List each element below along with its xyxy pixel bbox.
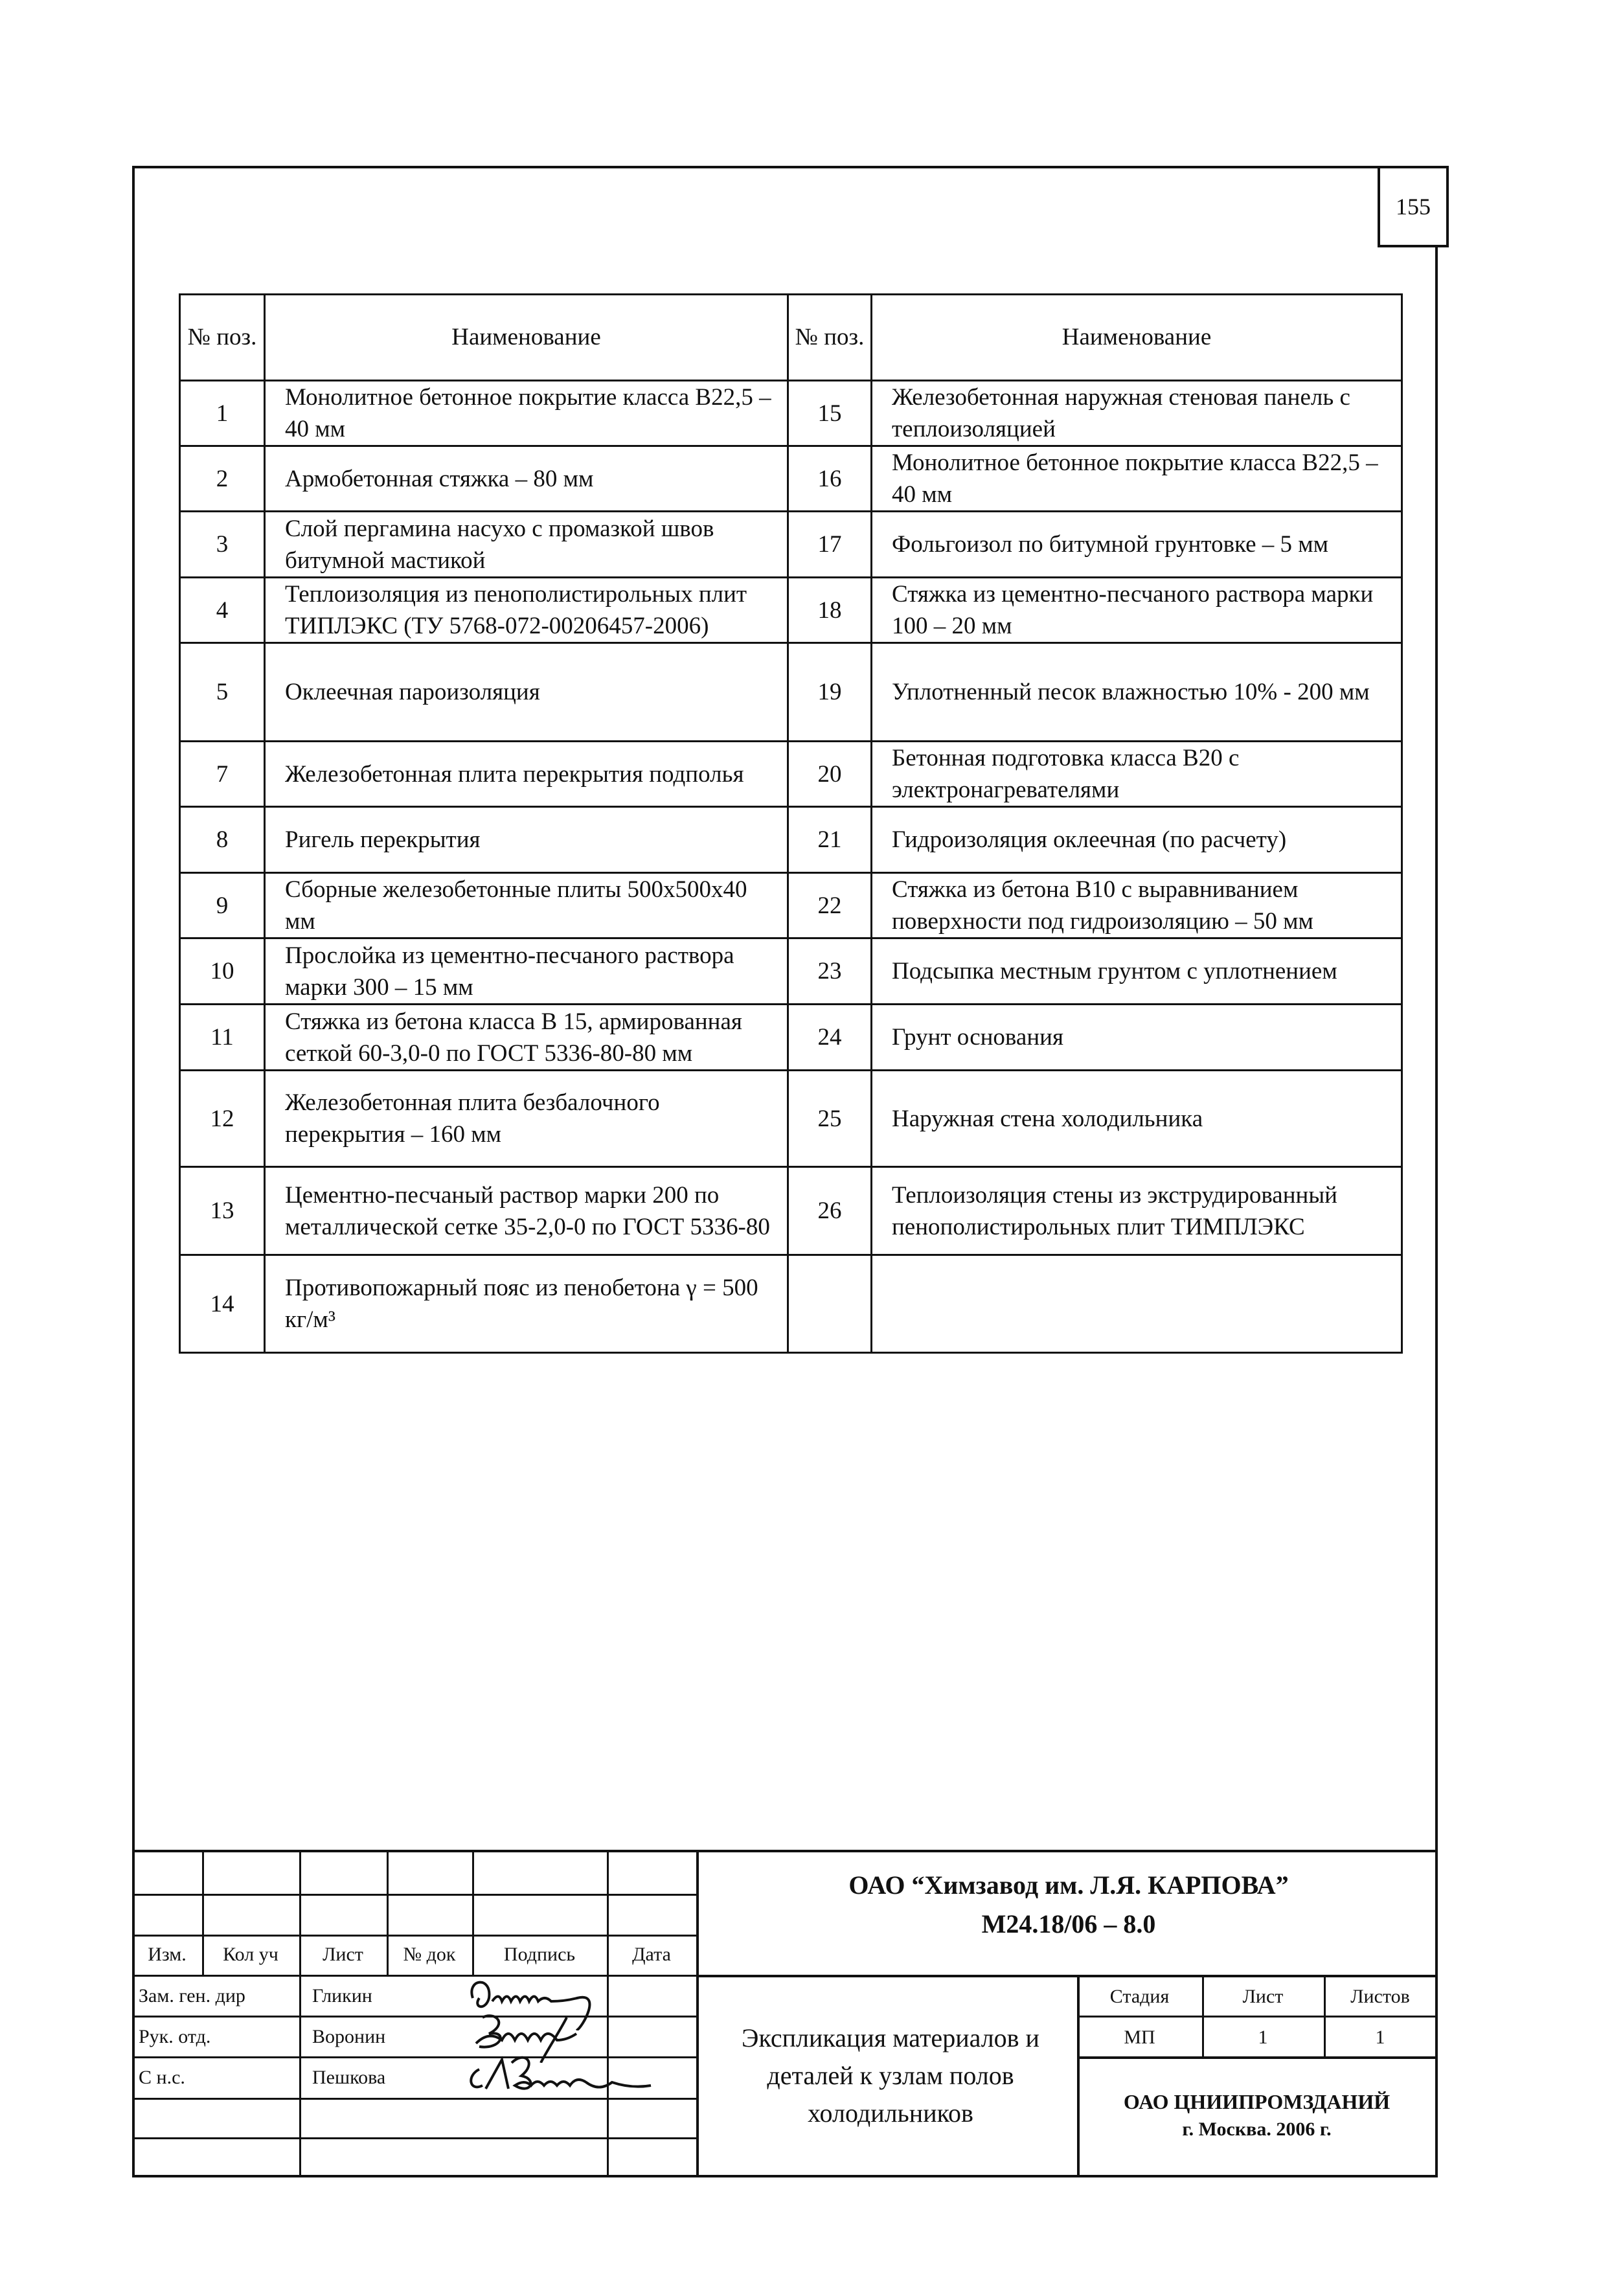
item-name: Оклеечная пароизоляция (265, 643, 788, 742)
position-number: 5 (180, 643, 265, 742)
position-number: 1 (180, 381, 265, 446)
header-pos-left: № поз. (180, 295, 265, 381)
item-name: Бетонная подготовка класса В20 с электронагревателями (872, 742, 1402, 807)
item-name: Стяжка из цементно-песчаного раствора марки 100 – 20 мм (872, 578, 1402, 643)
item-name: Стяжка из бетона класса В 15, армированная сеткой 60-3,0-0 по ГОСТ 5336-80-80 мм (265, 1005, 788, 1071)
table-row (180, 578, 1402, 643)
position-number: 18 (788, 578, 872, 643)
table-row (180, 512, 1402, 578)
item-name: Грунт основания (872, 1005, 1402, 1071)
item-name: Прослойка из цементно-песчаного раствора марки 300 – 15 мм (265, 938, 788, 1005)
frame-top (132, 166, 1380, 168)
item-name: Цементно-песчаный раствор марки 200 по металлической сетке 35-2,0-0 по ГОСТ 5336-80 (265, 1167, 788, 1255)
position-number: 13 (180, 1167, 265, 1255)
title-block-col (299, 1850, 301, 2176)
position-number: 20 (788, 742, 872, 807)
table-row (180, 1005, 1402, 1071)
title-block-column-header: № док (403, 1944, 456, 1965)
item-name: Монолитное бетонное покрытие класса В22,5 – 40 мм (872, 446, 1402, 512)
sheets-value: 1 (1375, 2026, 1385, 2048)
position-number: 19 (788, 643, 872, 742)
frame-left (132, 166, 135, 2177)
signer-name: Гликин (312, 1985, 372, 2006)
position-number: 25 (788, 1071, 872, 1167)
item-name: Слой пергамина насухо с промазкой швов битумной мастикой (265, 512, 788, 578)
table-header-row (180, 295, 1402, 381)
position-number: 17 (788, 512, 872, 578)
position-number: 4 (180, 578, 265, 643)
city-year: г. Москва. 2006 г. (1182, 2118, 1332, 2140)
title-block-rule (132, 1894, 696, 1896)
item-name: Сборные железобетонные плиты 500х500х40 мм (265, 873, 788, 938)
table-row (180, 643, 1402, 742)
header-name-right: Наименование (872, 295, 1402, 381)
item-name: Монолитное бетонное покрытие класса В22,5 – 40 мм (265, 381, 788, 446)
stage-value: МП (1124, 2026, 1155, 2048)
table-row (180, 742, 1402, 807)
position-number: 11 (180, 1005, 265, 1071)
item-name: Ригель перекрытия (265, 807, 788, 873)
document-code: М24.18/06 – 8.0 (981, 1909, 1156, 1938)
title-block-top (132, 1850, 1438, 1852)
pagebox-bottom (1378, 245, 1448, 247)
position-number: 21 (788, 807, 872, 873)
table-row (180, 873, 1402, 938)
document-title: Экспликация материалов и деталей к узлам полов холодильников (742, 2023, 1039, 2128)
header-name-left: Наименование (265, 295, 788, 381)
signer-role: Рук. отд. (139, 2026, 211, 2047)
sheet-label: Лист (1242, 1985, 1284, 2007)
item-name: Железобетонная плита перекрытия подполья (265, 742, 788, 807)
item-name (872, 1255, 1402, 1353)
position-number: 9 (180, 873, 265, 938)
item-name: Уплотненный песок влажностью 10% - 200 мм (872, 643, 1402, 742)
position-number: 22 (788, 873, 872, 938)
stage-label: Стадия (1109, 1985, 1170, 2007)
sheets-label: Листов (1350, 1985, 1410, 2007)
signature-peshkova (466, 2050, 687, 2102)
position-number: 14 (180, 1255, 265, 1353)
sheet-value: 1 (1258, 2026, 1268, 2048)
page-number: 155 (1396, 194, 1431, 220)
item-name: Железобетонная наружная стеновая панель с теплоизоляцией (872, 381, 1402, 446)
position-number: 16 (788, 446, 872, 512)
position-number: 24 (788, 1005, 872, 1071)
item-name: Противопожарный пояс из пенобетона γ = 500 кг/м³ (265, 1255, 788, 1353)
position-number: 3 (180, 512, 265, 578)
title-block-column-header: Подпись (503, 1944, 576, 1965)
table-row (180, 807, 1402, 873)
position-number (788, 1255, 872, 1353)
position-number: 15 (788, 381, 872, 446)
position-number: 23 (788, 938, 872, 1005)
signer-name: Пешкова (312, 2067, 386, 2088)
signer-role: С н.с. (139, 2067, 185, 2088)
item-name: Фольгоизол по битумной грунтовке – 5 мм (872, 512, 1402, 578)
table-row (180, 446, 1402, 512)
signer-role: Зам. ген. дир (139, 1985, 245, 2006)
item-name: Теплоизоляция из пенополистирольных плит ТИПЛЭКС (ТУ 5768-072-00206457-2006) (265, 578, 788, 643)
frame-bottom (132, 2175, 1438, 2177)
title-block-column-header: Дата (632, 1944, 671, 1965)
position-number: 8 (180, 807, 265, 873)
item-name: Наружная стена холодильника (872, 1071, 1402, 1167)
item-name: Армобетонная стяжка – 80 мм (265, 446, 788, 512)
item-name: Стяжка из бетона В10 с выравниванием поверхности под гидроизоляцию – 50 мм (872, 873, 1402, 938)
table-row (180, 381, 1402, 446)
item-name: Подсыпка местным грунтом с уплотнением (872, 938, 1402, 1005)
signer-name: Воронин (312, 2026, 386, 2047)
header-pos-right: № поз. (788, 295, 872, 381)
item-name: Теплоизоляция стены из экструдированный пенополистирольных плит ТИМПЛЭКС (872, 1167, 1402, 1255)
position-number: 26 (788, 1167, 872, 1255)
title-block-rule (132, 2137, 696, 2139)
materials-table (179, 293, 1403, 1354)
table-row (180, 1071, 1402, 1167)
title-block-column-header: Кол уч (223, 1944, 278, 1965)
position-number: 2 (180, 446, 265, 512)
item-name: Гидроизоляция оклеечная (по расчету) (872, 807, 1402, 873)
position-number: 12 (180, 1071, 265, 1167)
title-block-col (696, 1850, 699, 2176)
position-number: 7 (180, 742, 265, 807)
title-block-column-header: Лист (323, 1944, 363, 1965)
table-row (180, 1255, 1402, 1353)
organization-name: ОАО “Химзавод им. Л.Я. КАРПОВА” (848, 1870, 1289, 1900)
pagebox-right (1446, 166, 1449, 247)
position-number: 10 (180, 938, 265, 1005)
item-name: Железобетонная плита безбалочного перекрытия – 160 мм (265, 1071, 788, 1167)
designer-org: ОАО ЦНИИПРОМЗДАНИЙ (1123, 2089, 1391, 2113)
table-row (180, 1167, 1402, 1255)
title-block-column-header: Изм. (148, 1944, 187, 1965)
table-row (180, 938, 1402, 1005)
